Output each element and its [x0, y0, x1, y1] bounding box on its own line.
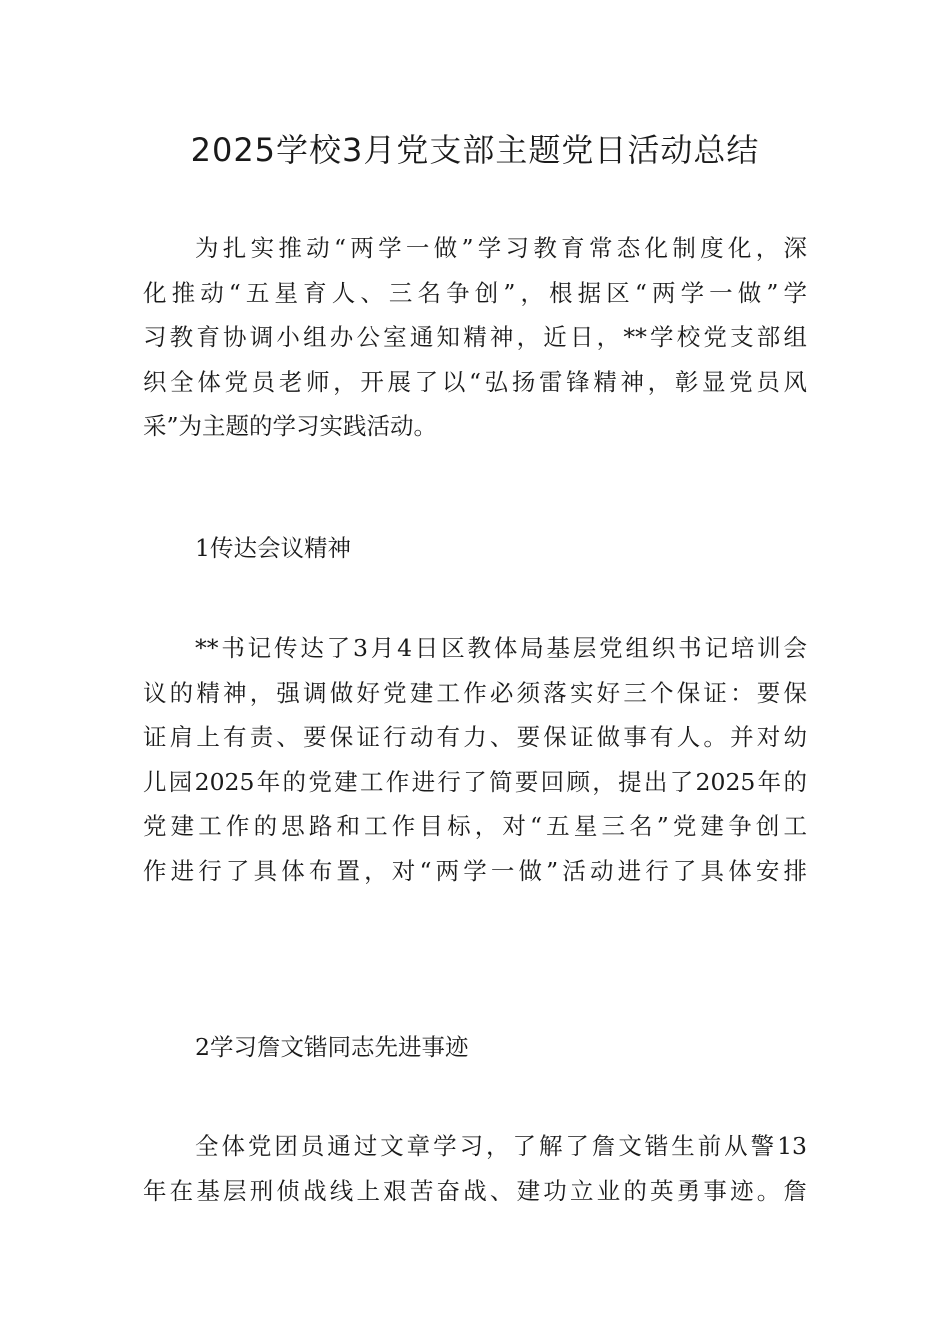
paragraph-line: 全体党团员通过文章学习，了解了詹文锴生前从警13 — [195, 1132, 807, 1160]
paragraph-line: 习教育协调小组办公室通知精神，近日，**学校党支部组 — [143, 323, 807, 351]
paragraph-line: 织全体党员老师，开展了以“弘扬雷锋精神，彰显党员风 — [143, 367, 807, 396]
paragraph-line: 为扎实推动“两学一做”学习教育常态化制度化，深 — [195, 234, 807, 262]
paragraph-line: 证肩上有责、要保证行动有力、要保证做事有人。并对幼 — [143, 723, 807, 751]
paragraph-line: **书记传达了3月4日区教体局基层党组织书记培训会 — [195, 634, 807, 662]
document-title: 2025学校3月党支部主题党日活动总结 — [190, 131, 760, 169]
section2-paragraph — [143, 1124, 807, 1213]
paragraph-line: 党建工作的思路和工作目标，对“五星三名”党建争创工 — [143, 812, 807, 840]
intro-paragraph — [143, 226, 807, 449]
paragraph-line: 采”为主题的学习实践活动。 — [143, 412, 438, 440]
section-heading-1: 1传达会议精神 — [195, 534, 351, 562]
paragraph-line: 化推动“五星育人、三名争创”，根据区“两学一做”学 — [143, 278, 807, 307]
paragraph-line: 年在基层刑侦战线上艰苦奋战、建功立业的英勇事迹。詹 — [143, 1176, 807, 1205]
paragraph-line: 儿园2025年的党建工作进行了简要回顾，提出了2025年的 — [143, 767, 807, 796]
section-heading-2: 2学习詹文锴同志先进事迹 — [195, 1033, 469, 1061]
section1-paragraph — [143, 626, 807, 893]
paragraph-line: 议的精神，强调做好党建工作必须落实好三个保证：要保 — [143, 678, 807, 707]
paragraph-line: 作进行了具体布置，对“两学一做”活动进行了具体安排 — [143, 856, 807, 885]
